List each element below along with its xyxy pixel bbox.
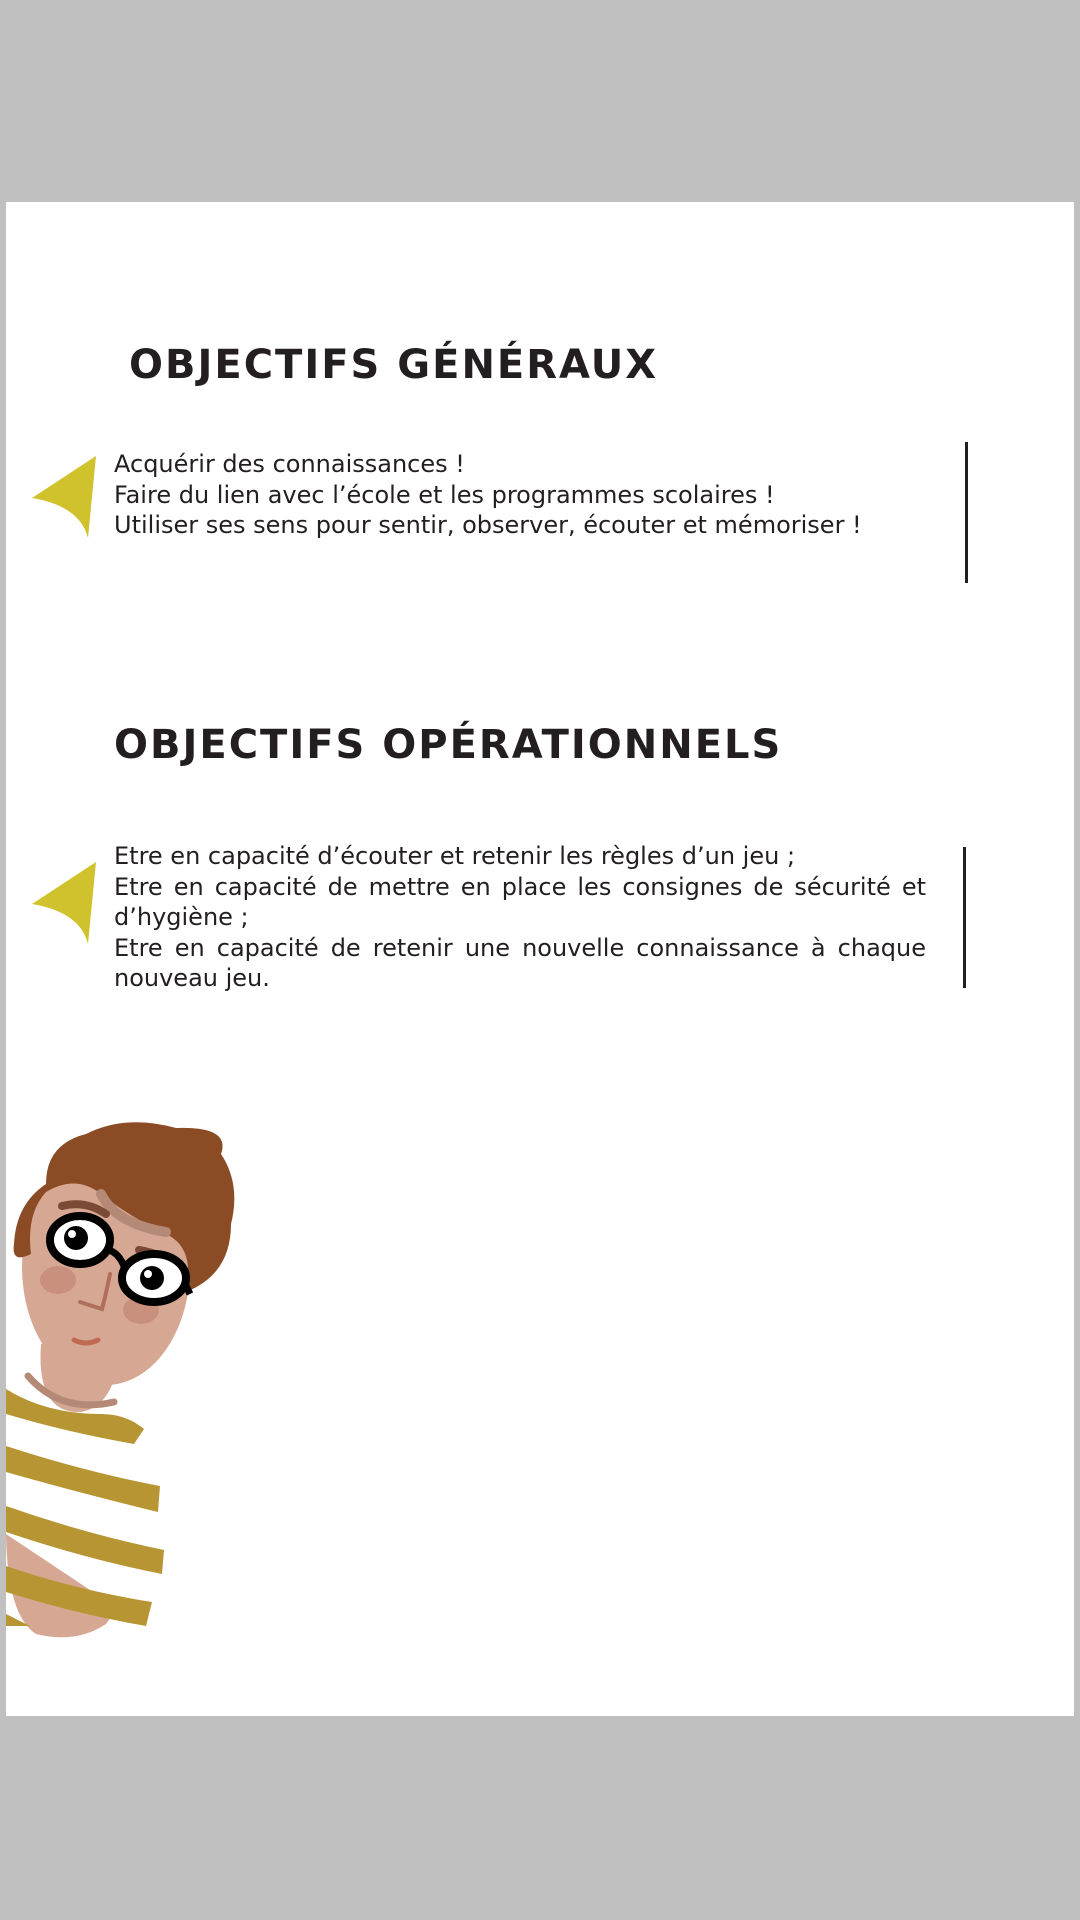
operational-objectives-list [114, 841, 926, 994]
list-item: Etre en capacité de retenir une nouvelle connaissance à chaque nouveau jeu. [114, 933, 926, 992]
document-page [6, 202, 1074, 1716]
yellow-triangle-icon [30, 454, 100, 540]
general-objectives-list [114, 449, 874, 541]
vertical-divider [963, 847, 966, 988]
list-item: Etre en capacité d’écouter et retenir les règles d’un jeu ; [114, 842, 796, 870]
yellow-triangle-icon [30, 860, 100, 946]
vertical-divider [965, 442, 968, 583]
list-item: Acquérir des connaissances ! [114, 450, 465, 478]
section-title-general-objectives: OBJECTIFS GÉNÉRAUX [129, 342, 659, 388]
section-title-operational-objectives: OBJECTIFS OPÉRATIONNELS [114, 722, 783, 768]
list-item: Faire du lien avec l’école et les programmes scolaires ! [114, 480, 775, 509]
character-with-glasses-illustration [6, 1114, 246, 1644]
list-item: Utiliser ses sens pour sentir, observer, écouter et mémoriser ! [114, 511, 862, 539]
list-item: Etre en capacité de mettre en place les consignes de sécurité et d’hygiène ; [114, 872, 926, 931]
